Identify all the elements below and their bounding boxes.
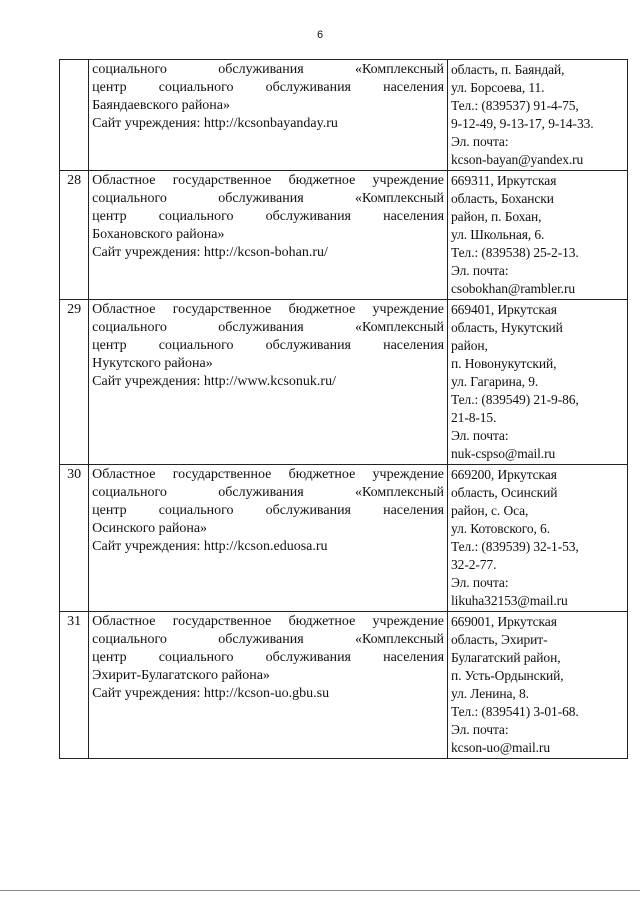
row-number: 30 bbox=[60, 465, 89, 612]
table-row bbox=[60, 171, 628, 300]
website-line: Сайт учреждения: http://www.kcsonuk.ru/ bbox=[92, 374, 336, 389]
website-line: Сайт учреждения: http://kcson.eduosa.ru bbox=[92, 539, 328, 554]
contact-line: 669001, Иркутская bbox=[451, 614, 557, 629]
contact-line: область, Осинский bbox=[451, 485, 558, 500]
institution-contacts bbox=[448, 612, 628, 759]
name-line: Областное государственное бюджетное учреждение bbox=[92, 467, 445, 482]
contact-line: csobokhan@rambler.ru bbox=[451, 281, 576, 296]
contact-line: район, с. Оса, bbox=[451, 503, 529, 518]
contact-line: Тел.: (839549) 21-9-86, bbox=[451, 392, 579, 407]
contact-line: Эл. почта: bbox=[451, 428, 509, 443]
contact-line: nuk-cspso@mail.ru bbox=[451, 446, 556, 461]
institution-name bbox=[89, 612, 448, 759]
contact-line: область, Эхирит- bbox=[451, 632, 548, 647]
contact-line: район, п. Бохан, bbox=[451, 209, 542, 224]
contact-line: Эл. почта: bbox=[451, 575, 509, 590]
row-number: 29 bbox=[60, 300, 89, 465]
contact-line: область, п. Баяндай, bbox=[451, 62, 565, 77]
contact-line: Эл. почта: bbox=[451, 263, 509, 278]
contact-line: Тел.: (839541) 3-01-68. bbox=[451, 704, 579, 719]
institution-contacts bbox=[448, 465, 628, 612]
contact-line: Тел.: (839537) 91-4-75, bbox=[451, 98, 579, 113]
name-line: центр социального обслуживания населения bbox=[92, 80, 445, 95]
contact-line: ул. Школьная, 6. bbox=[451, 227, 545, 242]
contact-line: ул. Борсоева, 11. bbox=[451, 80, 545, 95]
institution-name bbox=[89, 60, 448, 171]
contact-line: п. Новонукутский, bbox=[451, 356, 557, 371]
contact-line: ул. Ленина, 8. bbox=[451, 686, 529, 701]
contact-line: 21-8-15. bbox=[451, 410, 497, 425]
name-line: центр социального обслуживания населения bbox=[92, 650, 445, 665]
name-line: Областное государственное бюджетное учреждение bbox=[92, 173, 445, 188]
institution-name bbox=[89, 171, 448, 300]
name-line: социального обслуживания «Комплексный bbox=[92, 62, 445, 77]
contact-line: Тел.: (839538) 25-2-13. bbox=[451, 245, 579, 260]
contact-line: 669401, Иркутская bbox=[451, 302, 557, 317]
institution-name bbox=[89, 465, 448, 612]
contact-line: Тел.: (839539) 32-1-53, bbox=[451, 539, 579, 554]
name-line: центр социального обслуживания населения bbox=[92, 209, 445, 224]
table-body bbox=[60, 60, 628, 759]
name-line: социального обслуживания «Комплексный bbox=[92, 485, 445, 500]
page-number: 6 bbox=[316, 29, 324, 41]
name-line: Эхирит-Булагатского района» bbox=[92, 668, 270, 683]
institution-contacts bbox=[448, 60, 628, 171]
contact-line: ул. Гагарина, 9. bbox=[451, 374, 539, 389]
website-line: Сайт учреждения: http://kcsonbayanday.ru bbox=[92, 116, 338, 131]
table-row bbox=[60, 60, 628, 171]
contact-line: 669311, Иркутская bbox=[451, 173, 557, 188]
contact-line: kcson-uo@mail.ru bbox=[451, 740, 550, 755]
contact-line: 669200, Иркутская bbox=[451, 467, 557, 482]
name-line: центр социального обслуживания населения bbox=[92, 503, 445, 518]
row-number bbox=[60, 60, 89, 171]
name-line: Областное государственное бюджетное учреждение bbox=[92, 302, 445, 317]
website-line: Сайт учреждения: http://kcson-uo.gbu.su bbox=[92, 686, 330, 701]
website-line: Сайт учреждения: http://kcson-bohan.ru/ bbox=[92, 245, 328, 260]
contact-line: kcson-bayan@yandex.ru bbox=[451, 152, 584, 167]
institutions-table bbox=[59, 59, 628, 759]
name-line: социального обслуживания «Комплексный bbox=[92, 632, 445, 647]
contact-line: Булагатский район, bbox=[451, 650, 561, 665]
contact-line: район, bbox=[451, 338, 488, 353]
contact-line: Эл. почта: bbox=[451, 134, 509, 149]
name-line: социального обслуживания «Комплексный bbox=[92, 320, 445, 335]
name-line: социального обслуживания «Комплексный bbox=[92, 191, 445, 206]
name-line: Бохановского района» bbox=[92, 227, 225, 242]
contact-line: 9-12-49, 9-13-17, 9-14-33. bbox=[451, 116, 594, 131]
institution-contacts bbox=[448, 171, 628, 300]
contact-line: п. Усть-Ордынский, bbox=[451, 668, 564, 683]
name-line: Осинского района» bbox=[92, 521, 208, 536]
contact-line: Эл. почта: bbox=[451, 722, 509, 737]
name-line: Баяндаевского района» bbox=[92, 98, 231, 113]
contact-line: 32-2-77. bbox=[451, 557, 497, 572]
table-row bbox=[60, 465, 628, 612]
institution-contacts bbox=[448, 300, 628, 465]
contact-line: область, Нукутский bbox=[451, 320, 563, 335]
name-line: Областное государственное бюджетное учреждение bbox=[92, 614, 445, 629]
row-number: 28 bbox=[60, 171, 89, 300]
row-number: 31 bbox=[60, 612, 89, 759]
table-row bbox=[60, 300, 628, 465]
name-line: Нукутского района» bbox=[92, 356, 213, 371]
contact-line: ул. Котовского, 6. bbox=[451, 521, 550, 536]
name-line: центр социального обслуживания населения bbox=[92, 338, 445, 353]
table-row bbox=[60, 612, 628, 759]
contact-line: likuha32153@mail.ru bbox=[451, 593, 568, 608]
contact-line: область, Бохански bbox=[451, 191, 554, 206]
bottom-rule bbox=[0, 890, 640, 891]
institution-name bbox=[89, 300, 448, 465]
